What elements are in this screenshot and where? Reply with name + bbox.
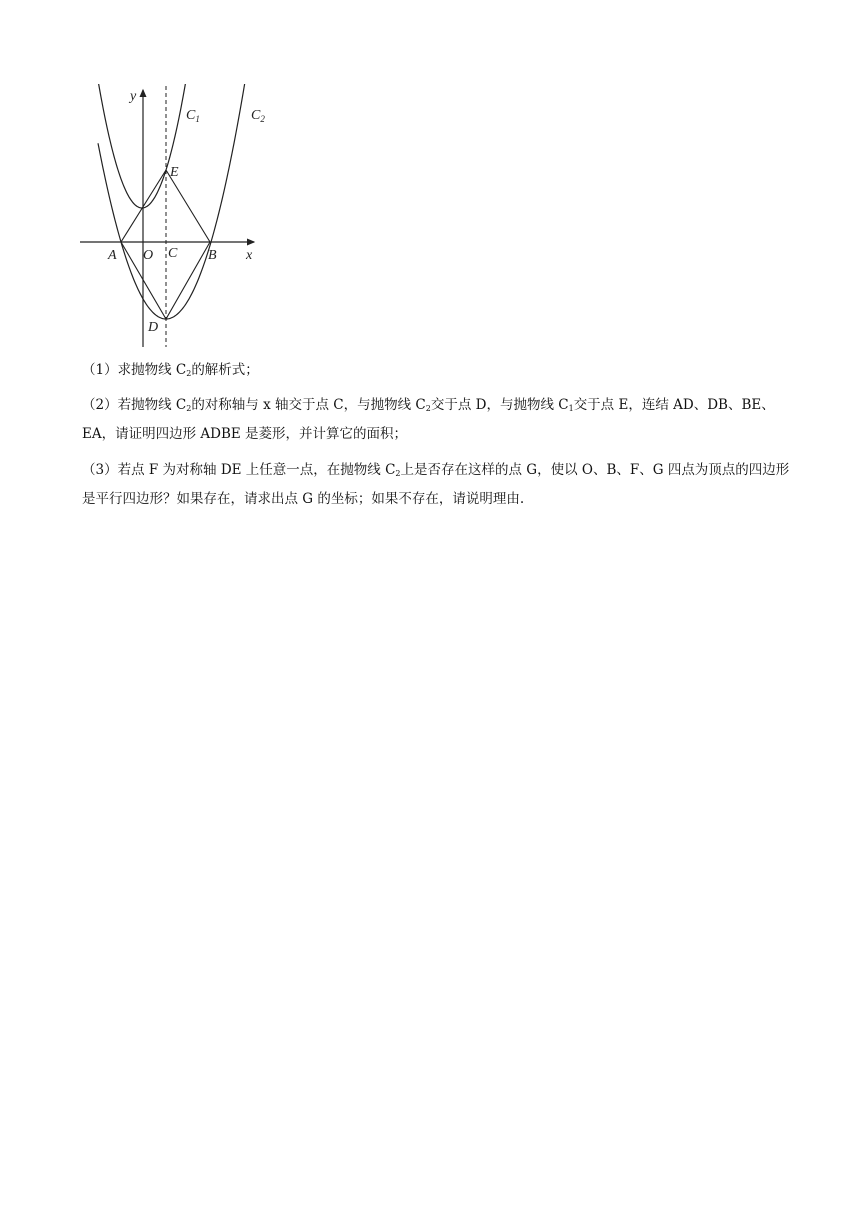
- point-c-label: C: [168, 246, 178, 261]
- point-b-label: B: [208, 248, 217, 263]
- curve-c2-label: $C_2$: [251, 108, 265, 124]
- x-axis-label: x: [246, 248, 253, 263]
- parabola-c2: [98, 84, 246, 319]
- question-3: （3）若点 F 为对称轴 DE 上任意一点，在抛物线 $C_2$上是否存在这样的点 G，使以 O、B、F、G 四点为顶点的四边形是平行四边形？如果存在，请求出点 G 的坐标；如果不存在，请说明理由.: [82, 462, 790, 507]
- curve-c1-label: $C_1$: [186, 108, 200, 124]
- question-2: （2）若抛物线 $C_2$的对称轴与 x 轴交于点 C，与抛物线 $C_2$交于点 D，与抛物线 $C_1$交于点 E，连结 AD、DB、BE、EA，请证明四边形 ADBE 是菱形，并计算它的面积；: [82, 397, 775, 442]
- parabola-figure: [76, 84, 276, 354]
- y-axis-label: y: [130, 89, 137, 104]
- point-e-label: E: [170, 165, 179, 180]
- point-a-label: A: [108, 248, 117, 263]
- point-d-label: D: [148, 320, 159, 335]
- question-1: （1）求抛物线 $C_2$的解析式；: [82, 362, 259, 378]
- origin-label: O: [143, 248, 154, 263]
- parabola-c1: [86, 84, 190, 208]
